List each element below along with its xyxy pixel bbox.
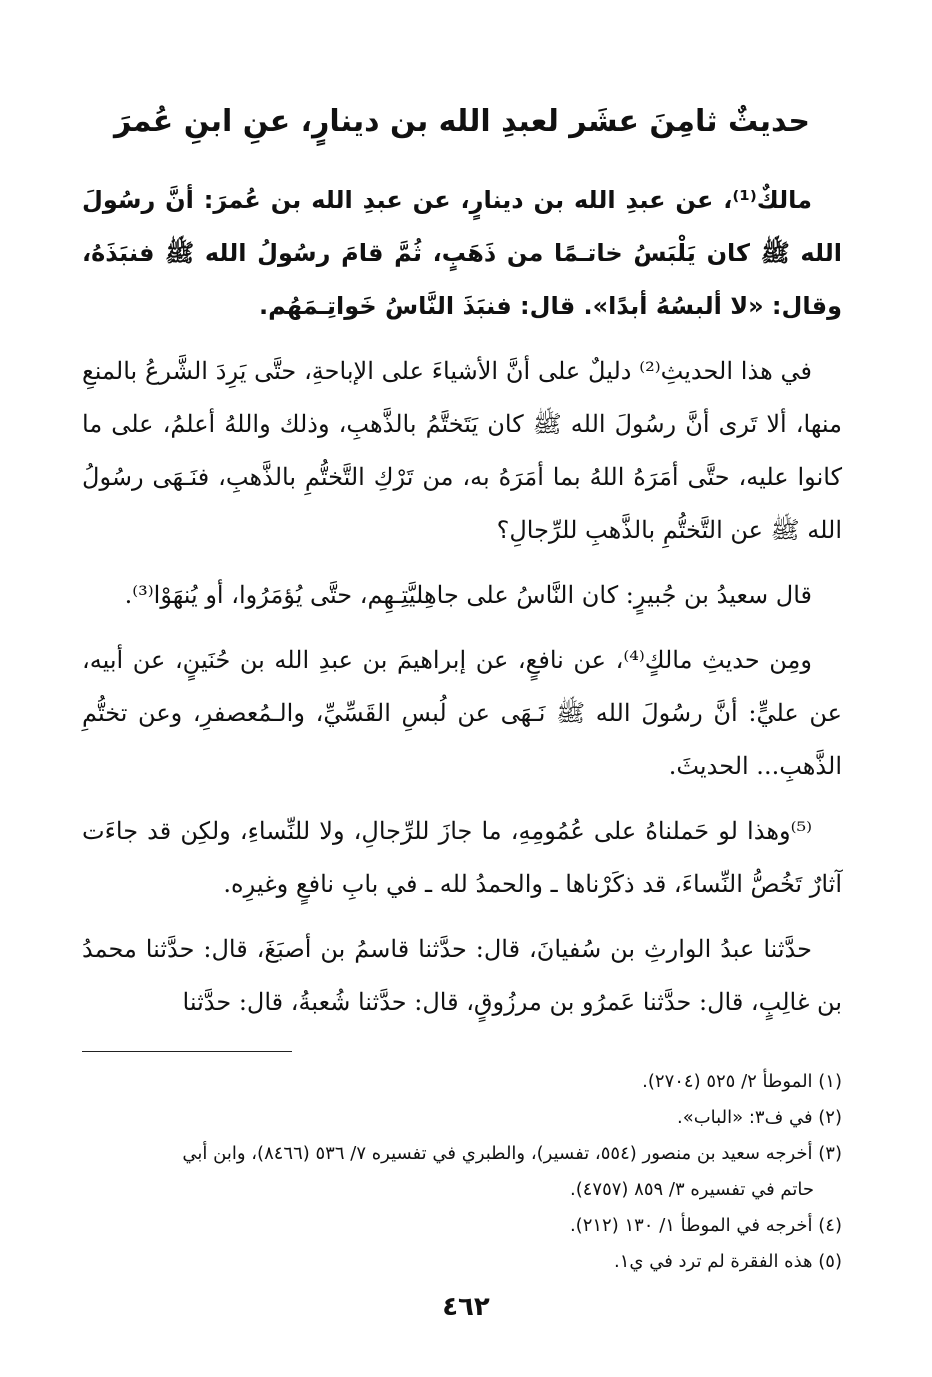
footnote-item bbox=[82, 1244, 842, 1280]
footnote-item bbox=[82, 1064, 842, 1100]
chapter-title: حديثٌ ثامِنَ عشَر لعبدِ الله بن دينارٍ، عنِ ابنِ عُمرَ bbox=[114, 104, 810, 139]
page-number: ٤٦٢ bbox=[442, 1292, 490, 1322]
commentary-paragraph: ⁽⁵⁾وهذا لو حَملناهُ على عُمُومِهِ، ما جازَ للرِّجالِ، ولا للنِّساءِ، ولكِن قد جاءَت آثارٌ تَخُصُّ النِّساءَ، قد ذكَرْناها ـ والحمدُ لله ـ في بابِ نافعٍ وغيرِه. bbox=[82, 817, 842, 898]
footnote-text: (١) الموطأ ٢/ ٥٢٥ (٢٧٠٤). bbox=[642, 1071, 842, 1092]
commentary-paragraph: قال سعيدُ بن جُبيرٍ: كان النَّاسُ على جاهِليَّتِـهِم، حتَّى يُؤمَرُوا، أو يُنهَوْا⁽³⁾. bbox=[124, 581, 812, 609]
footnotes bbox=[82, 1064, 842, 1280]
footnote-separator bbox=[82, 1051, 292, 1052]
main-text bbox=[82, 174, 842, 1029]
footnote-continuation: حاتم في تفسيره ٣/ ٨٥٩ (٤٧٥٧). bbox=[570, 1179, 814, 1200]
hadith-text: مالكٌ⁽¹⁾، عن عبدِ الله بن دينارٍ، عن عبدِ الله بن عُمرَ: أنَّ رسُولَ الله ﷺ كان يَلْبَسُ خاتـمًا من ذَهَبٍ، ثُمَّ قامَ رسُولُ الله ﷺ فنبَذَهُ، وقال: «لا ألبسُهُ أبدًا». قال: فنبَذَ النَّاسُ خَواتِـمَهُم. bbox=[82, 186, 842, 320]
isnad-paragraph: حدَّثنا عبدُ الوارثِ بن سُفيانَ، قال: حدَّثنا قاسمُ بن أصبَغَ، قال: حدَّثنا محمدُ بن غالِبٍ، قال: حدَّثنا عَمرُو بن مرزُوقٍ، قال: حدَّثنا شُعبةُ، قال: حدَّثنا bbox=[82, 935, 842, 1016]
footnote-item bbox=[82, 1136, 842, 1208]
footnote-text: (٣) أخرجه سعيد بن منصور (٥٥٤، تفسير)، والطبري في تفسيره ٧/ ٥٣٦ (٨٤٦٦)، وابن أبي bbox=[182, 1143, 842, 1164]
footnote-item bbox=[82, 1208, 842, 1244]
commentary-paragraph: ومِن حديثِ مالكٍ⁽⁴⁾، عن نافعٍ، عن إبراهيمَ بن عبدِ الله بن حُنَينٍ، عن أبيه، عن عليٍّ: أنَّ رسُولَ الله ﷺ نَـهَى عن لُبسِ القَسِّيِّ، والـمُعصفرِ، وعن تختُّمِ الذَّهبِ... الحديثَ. bbox=[82, 646, 842, 780]
footnote-text: (٢) في ف٣: «الباب». bbox=[677, 1107, 842, 1128]
footnote-item bbox=[82, 1100, 842, 1136]
commentary-paragraph: في هذا الحديثِ⁽²⁾ دليلٌ على أنَّ الأشياءَ على الإباحةِ، حتَّى يَرِدَ الشَّرعُ بالمنعِ منها، ألا تَرى أنَّ رسُولَ الله ﷺ كان يَتَختَّمُ بالذَّهبِ، وذلك واللهُ أعلمُ، على ما كانوا عليه، حتَّى أمَرَهُ اللهُ بما أمَرَهُ به، من تَرْكِ التَّختُّمِ بالذَّهبِ، فنَـهَى رسُولُ الله ﷺ عن التَّختُّمِ بالذَّهبِ للرِّجالِ؟ bbox=[82, 357, 842, 544]
footnote-text: (٥) هذه الفقرة لم ترد في ي١. bbox=[613, 1251, 842, 1272]
footnote-text: (٤) أخرجه في الموطأ ١/ ١٣٠ (٢١٢). bbox=[569, 1215, 842, 1236]
